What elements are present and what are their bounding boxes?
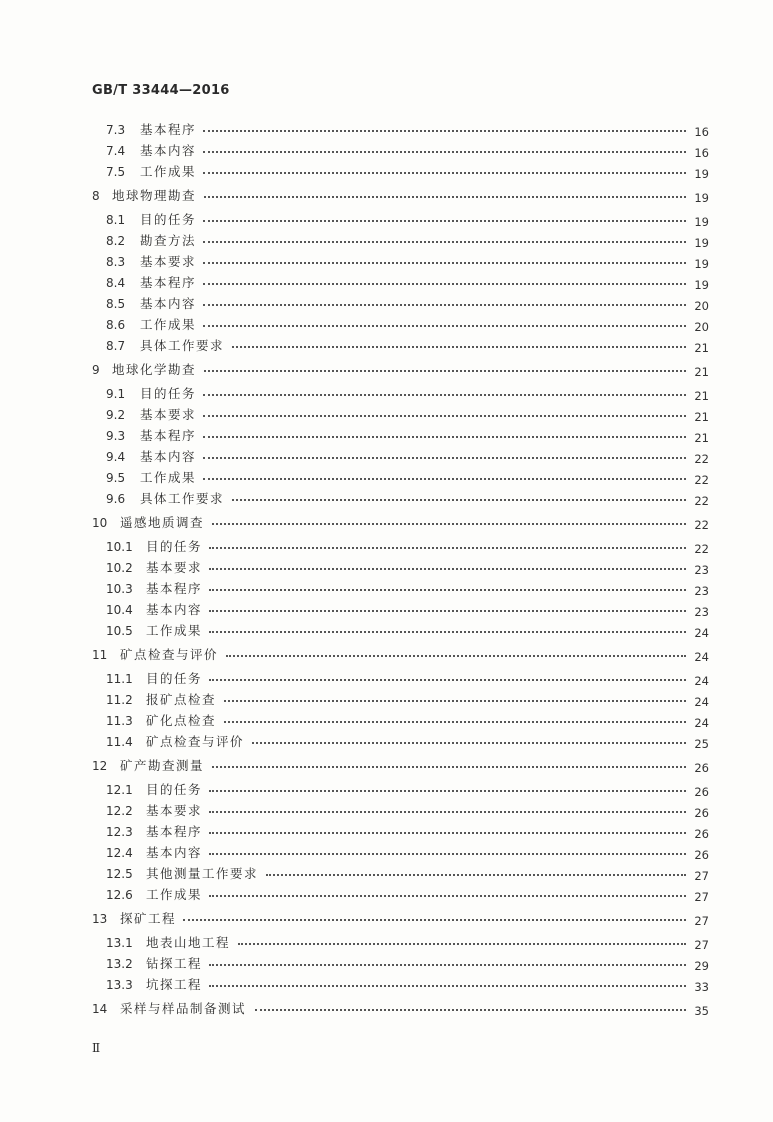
- document-code: GB/T 33444—2016: [92, 83, 230, 98]
- toc-entry-page: 29: [694, 959, 709, 973]
- toc-entry-number: 10: [92, 516, 108, 530]
- toc-leader-dots: [252, 742, 686, 744]
- toc-entry[interactable]: [0, 600, 773, 620]
- toc-entry-title: 基本要求: [140, 407, 197, 422]
- toc-entry-number: 9: [92, 363, 100, 377]
- toc-entry-number: 7.5: [106, 165, 126, 179]
- toc-entry-title: 基本要求: [146, 560, 203, 575]
- toc-entry-number: 10.1: [106, 540, 133, 554]
- toc-entry[interactable]: [0, 141, 773, 161]
- toc-entry[interactable]: [0, 294, 773, 314]
- toc-entry-title: 基本程序: [146, 824, 203, 839]
- toc-entry-title: 目的任务: [146, 671, 203, 686]
- toc-entry-title: 钻探工程: [146, 956, 203, 971]
- toc-entry-page: 24: [694, 695, 709, 709]
- toc-entry[interactable]: [0, 360, 773, 380]
- toc-entry-title: 基本程序: [140, 122, 197, 137]
- toc-entry-title: 目的任务: [146, 782, 203, 797]
- toc-entry[interactable]: [0, 186, 773, 206]
- toc-entry-title: 工作成果: [140, 470, 197, 485]
- toc-entry-number: 8.5: [106, 297, 126, 311]
- toc-entry[interactable]: [0, 447, 773, 467]
- toc-entry[interactable]: [0, 864, 773, 884]
- toc-entry-number: 9.1: [106, 387, 126, 401]
- toc-entry[interactable]: [0, 732, 773, 752]
- toc-entry-number: 12.5: [106, 867, 133, 881]
- toc-entry-number: 10.5: [106, 624, 133, 638]
- toc-entry-title: 矿点检查与评价: [146, 734, 245, 749]
- toc-leader-dots: [209, 631, 686, 633]
- toc-entry-number: 8.2: [106, 234, 126, 248]
- toc-entry-title: 工作成果: [140, 317, 197, 332]
- toc-entry-number: 8.4: [106, 276, 126, 290]
- toc-leader-dots: [226, 655, 686, 657]
- toc-entry[interactable]: [0, 645, 773, 665]
- toc-leader-dots: [209, 895, 686, 897]
- toc-entry-number: 7.3: [106, 123, 126, 137]
- toc-entry[interactable]: [0, 468, 773, 488]
- toc-entry-page: 24: [694, 716, 709, 730]
- toc-entry[interactable]: [0, 933, 773, 953]
- toc-entry-page: 22: [694, 473, 709, 487]
- toc-entry-page: 20: [694, 299, 709, 313]
- toc-entry-page: 16: [694, 125, 709, 139]
- toc-entry[interactable]: [0, 801, 773, 821]
- toc-entry-page: 24: [694, 626, 709, 640]
- toc-entry-number: 8.7: [106, 339, 126, 353]
- toc-entry-page: 22: [694, 542, 709, 556]
- toc-entry-page: 19: [694, 278, 709, 292]
- toc-entry[interactable]: [0, 273, 773, 293]
- toc-entry-page: 21: [694, 341, 709, 355]
- toc-entry-page: 23: [694, 563, 709, 577]
- toc-entry-title: 勘查方法: [140, 233, 197, 248]
- toc-entry-number: 9.6: [106, 492, 126, 506]
- toc-entry-page: 19: [694, 257, 709, 271]
- toc-entry-title: 基本内容: [140, 296, 197, 311]
- toc-entry-page: 26: [694, 785, 709, 799]
- toc-entry-number: 11.4: [106, 735, 133, 749]
- toc-entry-page: 26: [694, 806, 709, 820]
- toc-leader-dots: [203, 304, 686, 306]
- toc-leader-dots: [203, 478, 686, 480]
- toc-entry[interactable]: [0, 822, 773, 842]
- toc-entry[interactable]: [0, 621, 773, 641]
- toc-entry-title: 目的任务: [140, 386, 197, 401]
- toc-entry-page: 19: [694, 191, 709, 205]
- toc-entry[interactable]: [0, 162, 773, 182]
- toc-entry-page: 24: [694, 650, 709, 664]
- page-number: Ⅱ: [92, 1041, 101, 1055]
- toc-entry[interactable]: [0, 426, 773, 446]
- toc-entry[interactable]: [0, 405, 773, 425]
- toc-entry-number: 9.2: [106, 408, 126, 422]
- toc-entry[interactable]: [0, 999, 773, 1019]
- toc-entry-page: 33: [694, 980, 709, 994]
- toc-entry-page: 27: [694, 938, 709, 952]
- toc-entry[interactable]: [0, 489, 773, 509]
- toc-leader-dots: [209, 811, 686, 813]
- toc-leader-dots: [204, 196, 686, 198]
- toc-entry-title: 基本程序: [140, 428, 197, 443]
- toc-entry-page: 26: [694, 761, 709, 775]
- toc-entry[interactable]: [0, 537, 773, 557]
- toc-entry-page: 21: [694, 389, 709, 403]
- toc-entry-title: 目的任务: [146, 539, 203, 554]
- toc-entry[interactable]: [0, 579, 773, 599]
- toc-leader-dots: [232, 346, 686, 348]
- toc-entry-number: 14: [92, 1002, 108, 1016]
- toc-entry-title: 目的任务: [140, 212, 197, 227]
- toc-entry-page: 19: [694, 215, 709, 229]
- toc-entry-title: 工作成果: [146, 887, 203, 902]
- toc-entry-number: 12.4: [106, 846, 133, 860]
- toc-entry-page: 21: [694, 410, 709, 424]
- toc-leader-dots: [224, 700, 687, 702]
- toc-leader-dots: [203, 130, 686, 132]
- toc-entry-number: 12.6: [106, 888, 133, 902]
- toc-entry-number: 8.6: [106, 318, 126, 332]
- toc-entry-title: 矿产勘查测量: [120, 758, 205, 773]
- toc-entry[interactable]: [0, 975, 773, 995]
- toc-entry[interactable]: [0, 843, 773, 863]
- toc-entry-number: 11.1: [106, 672, 133, 686]
- toc-entry-title: 矿化点检查: [146, 713, 217, 728]
- toc-leader-dots: [209, 790, 686, 792]
- toc-entry[interactable]: [0, 252, 773, 272]
- toc-entry-title: 工作成果: [146, 623, 203, 638]
- toc-entry[interactable]: [0, 711, 773, 731]
- toc-entry[interactable]: [0, 954, 773, 974]
- toc-leader-dots: [232, 499, 686, 501]
- toc-leader-dots: [203, 436, 686, 438]
- toc-entry-page: 20: [694, 320, 709, 334]
- toc-leader-dots: [203, 325, 686, 327]
- toc-leader-dots: [209, 568, 686, 570]
- toc-leader-dots: [203, 457, 686, 459]
- toc-leader-dots: [238, 943, 686, 945]
- toc-entry-page: 26: [694, 827, 709, 841]
- toc-entry-number: 9.4: [106, 450, 126, 464]
- toc-entry-number: 12: [92, 759, 108, 773]
- toc-entry[interactable]: [0, 120, 773, 140]
- toc-entry-page: 16: [694, 146, 709, 160]
- toc-entry[interactable]: [0, 231, 773, 251]
- toc-entry-number: 9.5: [106, 471, 126, 485]
- toc-entry-page: 27: [694, 914, 709, 928]
- toc-leader-dots: [209, 610, 686, 612]
- toc-leader-dots: [203, 394, 686, 396]
- toc-entry-page: 22: [694, 494, 709, 508]
- toc-entry-page: 35: [694, 1004, 709, 1018]
- toc-entry-number: 8.3: [106, 255, 126, 269]
- toc-entry-number: 8: [92, 189, 100, 203]
- toc-entry-number: 11: [92, 648, 108, 662]
- toc-entry-number: 10.3: [106, 582, 133, 596]
- toc-leader-dots: [209, 832, 686, 834]
- toc-entry-title: 基本程序: [140, 275, 197, 290]
- toc-leader-dots: [209, 985, 686, 987]
- toc-entry-title: 具体工作要求: [140, 338, 225, 353]
- toc-entry-page: 27: [694, 890, 709, 904]
- toc-entry[interactable]: [0, 210, 773, 230]
- toc-leader-dots: [203, 220, 686, 222]
- toc-entry-page: 19: [694, 236, 709, 250]
- toc-entry-title: 基本内容: [140, 449, 197, 464]
- toc-leader-dots: [204, 370, 686, 372]
- toc-leader-dots: [209, 589, 686, 591]
- toc-entry-page: 27: [694, 869, 709, 883]
- toc-leader-dots: [203, 283, 686, 285]
- toc-entry-number: 10.4: [106, 603, 133, 617]
- toc-entry-page: 23: [694, 605, 709, 619]
- toc-leader-dots: [209, 853, 686, 855]
- toc-entry[interactable]: [0, 669, 773, 689]
- toc-entry-title: 采样与样品制备测试: [120, 1001, 247, 1016]
- toc-entry-number: 12.3: [106, 825, 133, 839]
- toc-entry-number: 11.2: [106, 693, 133, 707]
- toc-entry-title: 地球物理勘查: [112, 188, 197, 203]
- toc-entry-page: 22: [694, 518, 709, 532]
- toc-entry-title: 基本程序: [146, 581, 203, 596]
- toc-entry-number: 13.3: [106, 978, 133, 992]
- toc-entry-title: 探矿工程: [120, 911, 177, 926]
- toc-entry[interactable]: [0, 384, 773, 404]
- toc-entry[interactable]: [0, 513, 773, 533]
- toc-entry-page: 21: [694, 365, 709, 379]
- toc-entry-title: 具体工作要求: [140, 491, 225, 506]
- toc-entry-number: 11.3: [106, 714, 133, 728]
- toc-entry-title: 坑探工程: [146, 977, 203, 992]
- toc-leader-dots: [266, 874, 686, 876]
- toc-leader-dots: [212, 523, 686, 525]
- toc-entry-number: 13: [92, 912, 108, 926]
- toc-entry[interactable]: [0, 909, 773, 929]
- toc-entry[interactable]: [0, 315, 773, 335]
- toc-entry-page: 19: [694, 167, 709, 181]
- toc-entry-page: 24: [694, 674, 709, 688]
- toc-leader-dots: [224, 721, 687, 723]
- toc-entry-number: 12.1: [106, 783, 133, 797]
- toc-entry-number: 9.3: [106, 429, 126, 443]
- toc-entry-title: 矿点检查与评价: [120, 647, 219, 662]
- toc-entry[interactable]: [0, 885, 773, 905]
- toc-entry-title: 报矿点检查: [146, 692, 217, 707]
- toc-entry[interactable]: [0, 690, 773, 710]
- toc-entry-page: 22: [694, 452, 709, 466]
- toc-entry-title: 地球化学勘查: [112, 362, 197, 377]
- toc-entry-title: 地表山地工程: [146, 935, 231, 950]
- toc-entry-title: 基本要求: [140, 254, 197, 269]
- toc-leader-dots: [209, 547, 686, 549]
- toc-entry-title: 基本内容: [146, 602, 203, 617]
- toc-entry-title: 基本内容: [140, 143, 197, 158]
- toc-entry[interactable]: [0, 756, 773, 776]
- toc-entry[interactable]: [0, 558, 773, 578]
- toc-entry-number: 7.4: [106, 144, 126, 158]
- toc-leader-dots: [183, 919, 686, 921]
- toc-entry-title: 其他测量工作要求: [146, 866, 259, 881]
- toc-leader-dots: [203, 415, 686, 417]
- toc-leader-dots: [203, 262, 686, 264]
- toc-leader-dots: [203, 172, 686, 174]
- toc-entry-title: 工作成果: [140, 164, 197, 179]
- toc-entry-number: 13.1: [106, 936, 133, 950]
- toc-entry-title: 基本内容: [146, 845, 203, 860]
- toc-entry-number: 12.2: [106, 804, 133, 818]
- toc-entry[interactable]: [0, 336, 773, 356]
- toc-leader-dots: [203, 241, 686, 243]
- toc-entry-number: 13.2: [106, 957, 133, 971]
- toc-leader-dots: [209, 679, 686, 681]
- toc-leader-dots: [255, 1009, 686, 1011]
- toc-leader-dots: [203, 151, 686, 153]
- toc-entry-number: 10.2: [106, 561, 133, 575]
- toc-entry-title: 遥感地质调查: [120, 515, 205, 530]
- toc-entry-page: 26: [694, 848, 709, 862]
- toc-entry-page: 23: [694, 584, 709, 598]
- toc-entry-page: 21: [694, 431, 709, 445]
- toc-entry[interactable]: [0, 780, 773, 800]
- toc-entry-page: 25: [694, 737, 709, 751]
- toc-entry-number: 8.1: [106, 213, 126, 227]
- toc-entry-title: 基本要求: [146, 803, 203, 818]
- toc-leader-dots: [212, 766, 686, 768]
- toc-leader-dots: [209, 964, 686, 966]
